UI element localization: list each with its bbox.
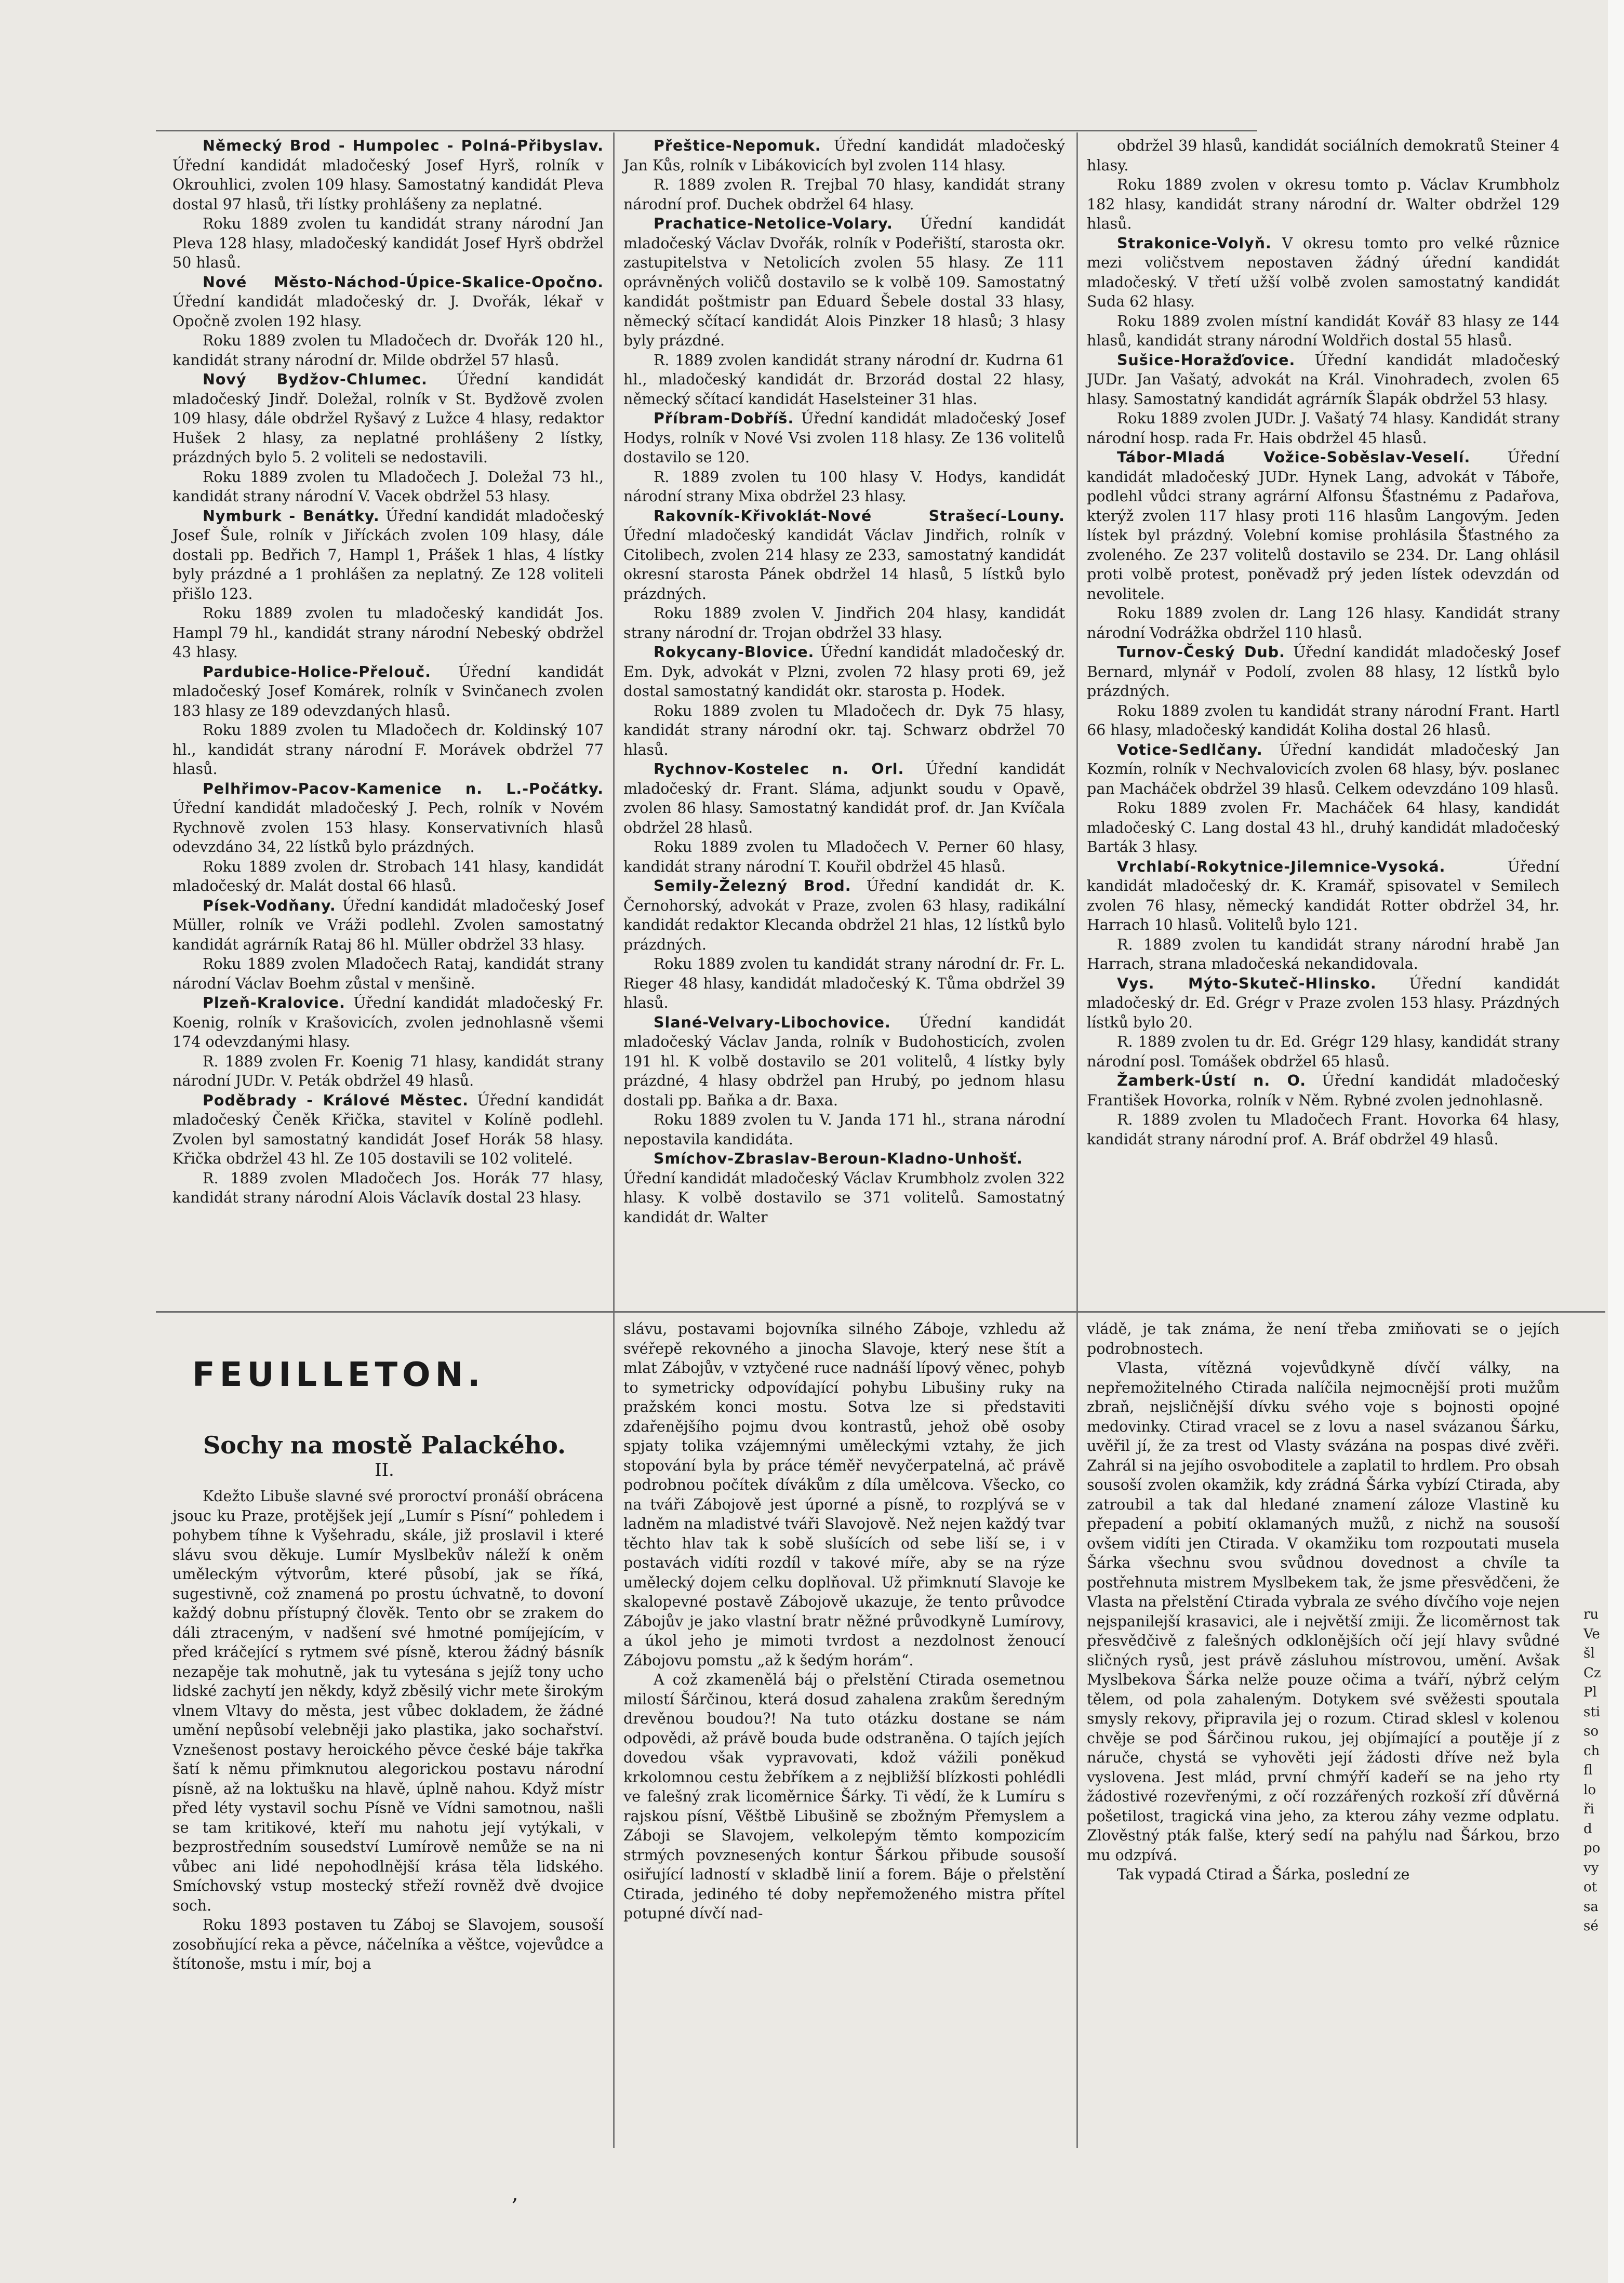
district-heading: Nymburk - Benátky.	[203, 507, 380, 525]
feuilleton-paragraph: Roku 1893 postaven tu Záboj se Slavojem, sousoší zosobňující reka a pěvce, náčelníka a věštce, vojevůdce a štítonoše, mstu i mír, boj a	[172, 1916, 604, 1972]
feuilleton-paragraph: Kdežto Libuše slavné své proroctví pronáší obrácena jsouc ku Praze, protějšek její „Lumír s Písní“ pohledem i pohybem tíhne k Vyšehradu, skále, již proslavil i které slávu svou děkuje. Lumír Myslbekův náleží k oněm uměleckým výtvorům, které působí, jak se říká, sugestivně, což znamená po prostu úchvatně, to dovoní každý dobnu přístupný člověk. Tento obr se zrakem do dáli ztraceným, v nadšení své hmotné pomíjejícím, v před kráčející s rytmem své písně, kterou žádný básník nezapěje tak mohutně, jak tu vytesána s jejíž tony ucho lidské zachytí jen někdy, když zběsilý vichr mete širokým vlnem Vltavy do města, jest vůbec dokladem, že žádné umění nepůsobí velebněji jako plastika, jako sochařství. Vznešenost postavy heroického pěvce české báje takřka šatí k němu přimknutou alegorickou postavu národní písně, až na loktušku na hlavě, úplně nahou. Když místr před léty vystavil sochu Písně ve Vídni samotnou, našli se tam kritikové, kteří mu nahotu její vytýkali, v bezprostředním sousedství Lumírově nemůže se na ni vůbec ani lidé nepohodlnější krása těla lidského. Smíchovský vstup mostecký střeží rovněž dvě dvojice soch.	[172, 1488, 604, 1914]
result-text: Úřední kandidát mladočeský Josef Müller, rolník ve Vráži podlehl. Zvolen samostatný kandidát agrárník Rataj 86 hl. Müller obdržel 33 hlasy.	[172, 897, 604, 953]
result-text: R. 1889 zvolen kandidát strany národní dr. Kudrna 61 hl., mladočeský kandidát dr. Brzorád dostal 22 hlasy, německý sčítací kandidát Haselsteiner 31 hlas.	[623, 351, 1065, 408]
result-text: Roku 1889 zvolen tu Mladočech V. Perner 60 hlasy, kandidát strany národní T. Kouřil obdržel 45 hlasů.	[623, 838, 1065, 875]
result-text: Roku 1889 zvolen tu Mladočech J. Doležal 73 hl., kandidát strany národní V. Vacek obdržel 53 hlasy.	[172, 468, 604, 505]
previous-election-note	[1087, 175, 1560, 234]
previous-election-note	[1087, 312, 1560, 351]
previous-election-note	[1087, 604, 1560, 643]
election-results-column-1	[172, 136, 604, 1208]
district-heading: Nové Město-Náchod-Úpice-Skalice-Opočno.	[203, 273, 604, 291]
result-text: Roku 1889 zvolen JUDr. J. Vašatý 74 hlasy. Kandidát strany národní hosp. rada Fr. Hais obdržel 45 hlasů.	[1087, 410, 1560, 447]
result-text: Roku 1889 zvolen tu kandidát strany národní dr. Fr. L. Rieger 48 hlasy, kandidát mladočeský K. Tůma obdržel 39 hlasů.	[623, 955, 1065, 1011]
previous-election-note	[1087, 1110, 1560, 1149]
margin-text-fragment: lo	[1583, 1782, 1596, 1798]
previous-election-note	[172, 1169, 604, 1208]
result-text: Úřední kandidát mladočeský Josef Šule, rolník v Jiříckách zvolen 109 hlasy, dále dostali pp. Bedřich 7, Hampl 1, Prášek 1 hlas, 4 lístky byly prázdné a 1 prohlášen za neplatný. Ze 128 voliteli přišlo 123.	[172, 507, 604, 603]
result-text: R. 1889 zvolen tu kandidát strany národní hrabě Jan Harrach, strana mladočeská nekandidovala.	[1087, 936, 1560, 972]
result-text: R. 1889 zvolen tu 100 hlasy V. Hodys, kandidát národní strany Mixa obdržel 23 hlasy.	[623, 468, 1065, 505]
previous-election-note	[172, 1052, 604, 1091]
feuilleton-rule	[156, 1311, 1605, 1313]
result-text: Úřední kandidát mladočeský Josef Hodys, rolník v Nové Vsi zvolen 118 hlasy. Ze 136 volitelů dostavilo se 120.	[623, 410, 1066, 466]
margin-text-fragment: Pl	[1583, 1685, 1597, 1700]
district-heading: Turnov-Český Dub.	[1117, 644, 1285, 661]
previous-election-note	[172, 857, 604, 896]
district-heading: Vys. Mýto-Skuteč-Hlinsko.	[1117, 974, 1377, 992]
result-text: Úřední kandidát mladočeský Václav Krumbholz zvolen 322 hlasy. K volbě dostavilo se 371 volitelů. Samostatný kandidát dr. Walter	[623, 1169, 1065, 1226]
margin-text-fragment: so	[1583, 1724, 1599, 1739]
result-text: Úřední kandidát mladočeský dr. K. Kramář, spisovatel v Semilech zvolen 76 hlasy, německý kandidát Rotter obdržel 34, hr. Harrach 10 hlasů. Volitelů bylo 121.	[1087, 858, 1560, 933]
district-result	[623, 1149, 1065, 1227]
previous-election-note	[623, 837, 1065, 876]
previous-election-note	[172, 214, 604, 273]
district-result	[623, 1013, 1065, 1111]
previous-election-note	[623, 604, 1065, 643]
district-heading: Strakonice-Volyň.	[1117, 234, 1272, 252]
district-heading: Plzeň-Kralovice.	[203, 994, 345, 1011]
result-text: Úřední kandidát mladočeský dr. J. Dvořák, lékař v Opočně zvolen 192 hlasy.	[172, 293, 604, 330]
previous-election-note	[623, 468, 1065, 506]
district-heading: Písek-Vodňany.	[203, 897, 336, 914]
district-result	[623, 759, 1065, 837]
result-text: Úřední kandidát dr. K. Černohorský, advokát v Praze, zvolen 63 hlasy, radikální kandidát redaktor Klecanda obdržel 21 hlas, 12 lístků bylo prázdných.	[623, 877, 1065, 953]
district-heading: Pardubice-Holice-Přelouč.	[203, 663, 431, 680]
result-text: Roku 1889 zvolen V. Jindřich 204 hlasy, kandidát strany národní dr. Trojan obdržel 33 hlasy.	[623, 605, 1065, 642]
margin-text-fragment: Ve	[1583, 1626, 1600, 1642]
result-text: Roku 1889 zvolen v okresu tomto p. Václav Krumbholz 182 hlasy, kandidát strany národní dr. Walter obdržel 129 hlasů.	[1087, 176, 1560, 232]
result-text: V okresu tomto pro velké různice mezi voličstvem nepostaven žádný úřední kandidát mladočeský. V třetí užší volbě zvolen samostatný kandidát Suda 62 hlasy.	[1087, 234, 1560, 310]
footer-mark: ,	[512, 2182, 518, 2206]
margin-text-fragment: sé	[1583, 1918, 1599, 1934]
result-text: Úřední kandidát mladočeský J. Pech, rolník v Novém Rychnově zvolen 153 hlasy. Konservativních hlasů odevzdáno 34, 22 lístků bylo prázdných.	[172, 799, 604, 856]
district-heading: Německý Brod - Humpolec - Polná-Přibyslav.	[203, 137, 604, 154]
district-result	[1087, 740, 1560, 799]
margin-text-fragment: d	[1583, 1821, 1592, 1837]
district-result	[172, 993, 604, 1052]
margin-text-fragment: sti	[1583, 1704, 1601, 1720]
column-divider	[613, 132, 615, 2148]
district-heading: Rakovník-Křivoklát-Nové Strašecí-Louny.	[654, 507, 1065, 525]
feuilleton-paragraph: vládě, je tak známa, že není třeba zmiňovati se o jejích podrobnostech.	[1087, 1320, 1560, 1357]
district-heading: Prachatice-Netolice-Volary.	[654, 215, 893, 232]
margin-text-fragment: po	[1583, 1840, 1601, 1856]
result-text: Roku 1889 zvolen tu kandidát strany národní Frant. Hartl 66 hlasy, mladočeský kandidát Koliha dostal 26 hlasů.	[1087, 702, 1560, 739]
result-text: Úřední kandidát mladočeský dr. Ed. Grégr v Praze zvolen 153 hlasy. Prázdných lístků bylo 20.	[1087, 974, 1560, 1031]
result-text: Úřední kandidát mladočeský dr. Em. Dyk, advokát v Plzni, zvolen 72 hlasy proti 69, jež dostal samostatný kandidát okr. starosta p. Hodek.	[623, 644, 1066, 700]
district-result	[172, 1091, 604, 1169]
district-result	[172, 136, 604, 214]
previous-election-note	[1087, 935, 1560, 974]
previous-election-note	[1087, 701, 1560, 740]
result-text: Úřední kandidát mladočeský Jan Kozmín, rolník v Nechvalovicích zvolen 68 hlasy, býv. poslanec pan Macháček obdržel 39 hlasů. Celkem odevzdáno 109 hlasů.	[1087, 741, 1560, 797]
feuilleton-paragraph: Tak vypadá Ctirad a Šárka, poslední ze	[1117, 1866, 1410, 1883]
feuilleton-paragraph: Vlasta, vítězná vojevůdkyně dívčí války, na nepřemožitelného Ctirada nalíčila nejmocnější proti mužům zbraň, nejsličnější dívku svého voje s bojnosti opojné medovinky. Ctirad vracel se z lovu a nasel svázanou Šárku, uvěřil jí, že za trest od Vlasty svázána na pospas divé zvěři. Zahrál si na jejího osvoboditele a zaplatil to hrdlem. Pro obsah sousoší zvolen okamžik, kdy zrádná Šárka vybízí Ctirada, aby zatroubil a tak dal hledané znamení záloze Vlastině ku přepadení a pobití oklamaných mužů, z nichž na sousoší ovšem vidíti jen Ctirada. V okamžiku tom rozpoutati musela Šárka všechnu svou svůdnou dovednost a chvíle ta postřehnuta mistrem Myslbekem tak, že jsme přesvědčeni, že Vlasta na přelstění Ctirada vybrala ze svého dívčího voje nejen nejspanilejší krasavici, ale i největší zmiji. Že licoměrnost tak přesvědčivě z falešných odklonějších očí její hlavy svůdné sličných rysů, jest právě zásluhou místrovou, umění. Avšak Myslbekova Šárka nelže pouze očima a tváří, nýbrž celým tělem, od pola zahaleným. Dotykem své svěžesti spoutala smysly rekovy, připravila jej o rozum. Ctirad sklesl v kolenou chvěje se pod Šárčinou rukou, jej objímající a poutěje jí z náruče, chystá se vyhověti její žádosti dříve než byla vyslovena. Jest mlád, první chmýří kadeří se na jeho rty žádostivé rozevřenými, z očí rozzářených rozkoší zří důvěrná pošetilost, tragická vina jeho, za kterou záhy vezme odplatu. Zlověstný pták falše, který sedí na pahýlu nad Šárkou, brzo mu odzpívá.	[1087, 1359, 1560, 1864]
article-part-number: II.	[375, 1460, 394, 1480]
district-result	[623, 643, 1065, 701]
margin-text-fragment: ch	[1583, 1743, 1600, 1759]
previous-election-note	[172, 331, 604, 370]
previous-election-note	[1087, 409, 1560, 448]
district-result	[1087, 857, 1560, 935]
result-text: R. 1889 zvolen Fr. Koenig 71 hlasy, kandidát strany národní JUDr. V. Peták obdržel 49 hlasů.	[172, 1052, 604, 1089]
result-text: Úřední kandidát mladočeský Václav Dvořák, rolník v Podeřiští, starosta okr. zastupitelstva v Netolicích zvolen 55 hlasy. Ze 111 oprávněných voličů dostavilo se k volbě 109. Samostatný kandidát poštmistr pan Eduard Šebele dostal 33 hlasy, německý sčítací kandidát Alois Pinzker 18 hlasů; 3 hlasy byly prázdné.	[623, 215, 1066, 349]
result-text: Roku 1889 zvolen tu Mladočech dr. Dyk 75 hlasy, kandidát strany národní okr. taj. Schwarz obdržel 70 hlasů.	[623, 702, 1065, 758]
feuilleton-column-3	[1087, 1319, 1560, 1885]
result-text: Roku 1889 zvolen dr. Lang 126 hlasy. Kandidát strany národní Vodrážka obdržel 110 hlasů.	[1087, 605, 1560, 642]
page-edge	[1608, 0, 1624, 2283]
district-heading: Semily-Železný Brod.	[654, 877, 851, 894]
result-text: Roku 1889 zvolen Mladočech Rataj, kandidát strany národní Václav Boehm zůstal v menšině.	[172, 955, 604, 992]
district-heading: Žamberk-Ústí n. O.	[1117, 1072, 1307, 1089]
previous-election-note	[172, 468, 604, 506]
margin-text-fragment: sa	[1583, 1899, 1599, 1915]
previous-election-note	[623, 1110, 1065, 1149]
district-heading: Pelhřimov-Pacov-Kamenice n. L.-Počátky.	[203, 780, 604, 797]
previous-election-note	[172, 954, 604, 993]
result-text: Roku 1889 zvolen tu Mladočech dr. Koldinský 107 hl., kandidát strany národní F. Morávek obdržel 77 hlasů.	[172, 722, 604, 778]
district-result	[623, 136, 1065, 175]
district-result	[1087, 1071, 1560, 1110]
top-rule	[156, 130, 1257, 131]
previous-election-note	[623, 175, 1065, 214]
margin-text-fragment: ři	[1583, 1801, 1594, 1817]
feuilleton-column-2	[623, 1319, 1065, 1924]
district-result	[172, 662, 604, 721]
result-text: Úřední kandidát mladočeský Jan Kůs, rolník v Libákovicích byl zvolen 114 hlasy.	[623, 137, 1065, 174]
result-text: R. 1889 zvolen tu Mladočech Frant. Hovorka 64 hlasy, kandidát strany národní prof. A. Bráf obdržel 49 hlasů.	[1087, 1111, 1560, 1148]
result-text: Úřední kandidát mladočeský dr. Frant. Sláma, adjunkt soudu v Opavě, zvolen 86 hlasy. Samostatný kandidát prof. dr. Jan Kvíčala obdržel 28 hlasů.	[623, 760, 1065, 836]
previous-election-note	[623, 701, 1065, 760]
district-result	[172, 506, 604, 604]
margin-text-fragment: ot	[1583, 1879, 1598, 1895]
district-result	[623, 506, 1065, 604]
feuilleton-paragraph: slávu, postavami bojovníka silného Záboje, vzhledu až svéřepě rekovného a jinocha Slavoje, který nese štít a mlat Zábojův, v vztyčené ruce nadnáší lípový věnec, pohyb to symetricky odpovídající pohybu Libušiny ruky na pražském konci mostu. Sotva lze si představiti zdařenějšího pojmu dvou kontrastů, jehož obě osoby spjaty tolika vzájemnými uměleckými vztahy, že jich stopování byla by práce téměř nevyčerpatelná, ač právě podrobnou počítek dívákům z díla umělcova. Všecko, co na tváři Zábojově jest úporné a písně, to rozplývá se v ladněm na mladistvé tváři Slavojově. Než nejen každý tvar těchto hlav tak k sobě slušících od sebe liší se, i v postavách vidíti rozdíl v takové míře, aby se na rýze umělecký dojem celku doplňoval. Už přimknutí Slavoje ke skalopevné postavě Zábojově ukazuje, že tento průvodce Zábojův je jako vlastní bratr něžné průvodkyně Lumírovy, a úkol jeho je mimoti tvrdost a nezdolnost ženoucí Zábojovu pomstu „až k šedým horám“.	[623, 1320, 1065, 1669]
previous-election-note	[172, 720, 604, 779]
result-text: Roku 1889 zvolen dr. Strobach 141 hlasy, kandidát mladočeský dr. Malát dostal 66 hlasů.	[172, 858, 604, 894]
district-result	[172, 896, 604, 955]
result-text: Úřední kandidát mladočeský Jindř. Doležal, rolník v St. Bydžově zvolen 109 hlasy, dále obdržel Ryšavý z Lužce 4 hlasy, redaktor Hušek 2 hlasy, za neplatné prohlášeny 2 lístky, prázdných bylo 5. 2 voliteli se nedostavili.	[172, 371, 604, 466]
result-text: R. 1889 zvolen Mladočech Jos. Horák 77 hlasy, kandidát strany národní Alois Václavík dostal 23 hlasy.	[172, 1169, 604, 1206]
district-result	[172, 370, 604, 468]
feuilleton-paragraph: A což zkamenělá báj o přelstění Ctirada osemetnou milostí Šárčinou, která dosud zahalena zrakům šeredným drevěnou boudou?! Na tuto otázku dostane se nám odpovědi, až právě bouda bude odstraněna. O tajích jejích dovedou však vypravovati, kdož vážili poněkud krkolomnou cestu žebříkem a z nejbližší blízkosti pohlédli ve falešný zrak licoměrnice Šárky. Ti vědí, že k Lumíru s rajskou písní, Věštbě Libušině se zbožným Přemyslem a Záboji se Slavojem, velkolepým těmto kompozicím strmých povznesených kontur Šárkou přibude sousoší osiřující ladností v skladbě linií a forem. Báje o přelstění Ctirada, jediného té doby nepřemoženého mistra přítel potupné dívčí nad-	[623, 1671, 1065, 1922]
result-text: Úřední kandidát mladočeský Josef Hyrš, rolník v Okrouhlici, zvolen 109 hlasy. Samostatný kandidát Pleva dostal 97 hlasů, tři lístky prohlášeny za neplatné.	[172, 156, 604, 213]
district-heading: Rokycany-Blovice.	[654, 644, 815, 661]
margin-text-fragment: vy	[1583, 1860, 1599, 1876]
district-heading: Poděbrady - Králové Městec.	[203, 1091, 469, 1109]
margin-text-fragment: fl	[1583, 1763, 1593, 1778]
previous-election-note	[1087, 1032, 1560, 1071]
result-text: Roku 1889 zvolen tu kandidát strany národní Jan Pleva 128 hlasy, mladočeský kandidát Josef Hyrš obdržel 50 hlasů.	[172, 215, 604, 271]
result-text: obdržel 39 hlasů, kandidát sociálních demokratů Steiner 4 hlasy.	[1087, 137, 1560, 174]
margin-text-fragment: šl	[1583, 1646, 1595, 1661]
result-text: Úřední kandidát mladočeský Fr. Koenig, rolník v Krašovicích, zvolen jednohlasně všemi 174 odevzdanými hlasy.	[172, 994, 604, 1050]
district-result	[1087, 643, 1560, 701]
district-result	[1087, 448, 1560, 604]
district-result	[623, 214, 1065, 351]
district-heading: Votice-Sedlčany.	[1117, 741, 1263, 758]
feuilleton-column-1	[172, 1487, 604, 1974]
previous-election-note	[623, 351, 1065, 409]
district-result	[1087, 351, 1560, 409]
result-text: Úřední kandidát mladočeský JUDr. Hynek Lang, advokát v Táboře, podlehl vůdci strany agrární Alfonsu Šťastnému z Padařova, kterýž zvolen 117 hlasy proti 116 hlasům Langovým. Jeden lístek byl prázdný. Volební komise prohlásila Šťastného za zvoleného. Ze 237 volitelů dostavilo se 234. Dr. Lang ohlásil proti volbě protest, poněvadž prý jeden lístek odevzdán od nevolitele.	[1087, 449, 1560, 603]
district-heading: Příbram-Dobříš.	[654, 410, 794, 427]
district-result	[1087, 234, 1560, 312]
result-text: Roku 1889 zvolen Fr. Macháček 64 hlasy, kandidát mladočeský C. Lang dostal 43 hl., druhý kandidát mladočeský Barták 3 hlasy.	[1087, 799, 1560, 856]
column-divider	[1076, 132, 1078, 2148]
margin-text-fragment: Cz	[1583, 1665, 1601, 1681]
result-text: Úřední mladočeský kandidát Václav Jindřich, rolník v Citolibech, zvolen 214 hlasy ze 233, samostatný kandidát okresní starosta Pánek obdržel 14 hlasů, 5 lístků bylo prázdných.	[623, 527, 1065, 603]
district-heading: Vrchlabí-Rokytnice-Jilemnice-Vysoká.	[1117, 858, 1446, 875]
result-text: R. 1889 zvolen R. Trejbal 70 hlasy, kandidát strany národní prof. Duchek obdržel 64 hlasy.	[623, 176, 1065, 213]
district-result	[172, 779, 604, 857]
district-heading: Rychnov-Kostelec n. Orl.	[654, 760, 904, 778]
result-text: Úřední kandidát mladočeský Václav Janda, rolník v Budohosticích, zvolen 191 hl. K volbě dostavilo se 201 volitelů, 4 lístky byly prázdné, 4 hlasy obdržel pan Hrubý, po jednom hlasu dostali pp. Baňka a dr. Baxa.	[623, 1013, 1066, 1109]
district-result	[623, 409, 1065, 468]
result-text: Úřední kandidát mladočeský František Hovorka, rolník v Něm. Rybné zvolen jednohlasně.	[1087, 1072, 1560, 1109]
article-title: Sochy na mostě Palackého.	[203, 1431, 566, 1459]
district-heading: Nový Bydžov-Chlumec.	[203, 371, 428, 388]
district-heading: Tábor-Mladá Vožice-Soběslav-Veselí.	[1117, 449, 1471, 466]
district-result	[623, 876, 1065, 954]
result-text: Roku 1889 zvolen tu Mladočech dr. Dvořák 120 hl., kandidát strany národní dr. Milde obdržel 57 hlasů.	[172, 332, 604, 369]
result-text: Roku 1889 zvolen tu mladočeský kandidát Jos. Hampl 79 hl., kandidát strany národní Nebeský obdržel 43 hlasy.	[172, 605, 604, 661]
previous-election-note	[1087, 136, 1560, 175]
district-heading: Slané-Velvary-Libochovice.	[654, 1013, 891, 1031]
district-heading: Smíchov-Zbraslav-Beroun-Kladno-Unhošť.	[654, 1150, 1023, 1167]
election-results-column-2	[623, 136, 1065, 1227]
result-text: Úřední kandidát mladočeský Josef Bernard, mlynář v Podolí, zvolen 88 hlasy, 12 lístků bylo prázdných.	[1087, 644, 1560, 700]
election-results-column-3	[1087, 136, 1560, 1149]
result-text: Roku 1889 zvolen tu V. Janda 171 hl., strana národní nepostavila kandidáta.	[623, 1111, 1065, 1148]
adjacent-page-fragment	[1583, 1605, 1607, 1937]
district-result	[1087, 974, 1560, 1033]
result-text: Úřední kandidát mladočeský Josef Komárek, rolník v Svinčanech zvolen 183 hlasy ze 189 odevzdaných hlasů.	[172, 663, 604, 719]
previous-election-note	[1087, 798, 1560, 857]
feuilleton-label: FEUILLETON.	[192, 1356, 485, 1394]
result-text: Úřední kandidát mladočeský Čeněk Křička, stavitel v Kolíně podlehl. Zvolen byl samostatný kandidát Josef Horák 58 hlasy. Křička obdržel 43 hl. Ze 105 dostavili se 102 volitelé.	[172, 1091, 604, 1167]
district-result	[172, 273, 604, 331]
margin-text-fragment: ru	[1583, 1607, 1599, 1622]
previous-election-note	[172, 604, 604, 662]
district-heading: Přeštice-Nepomuk.	[654, 137, 821, 154]
result-text: R. 1889 zvolen tu dr. Ed. Grégr 129 hlasy, kandidát strany národní posl. Tomášek obdržel 65 hlasů.	[1087, 1033, 1560, 1070]
district-heading: Sušice-Horažďovice.	[1117, 351, 1296, 369]
previous-election-note	[623, 954, 1065, 1013]
result-text: Úřední kandidát mladočeský JUDr. Jan Vašatý, advokát na Král. Vinohradech, zvolen 65 hlasy. Samostatný kandidát agrárník Šlapák obdržel 53 hlasy.	[1087, 351, 1560, 408]
result-text: Roku 1889 zvolen místní kandidát Kovář 83 hlasy ze 144 hlasů, kandidát strany národní Woldřich dostal 55 hlasů.	[1087, 312, 1560, 349]
